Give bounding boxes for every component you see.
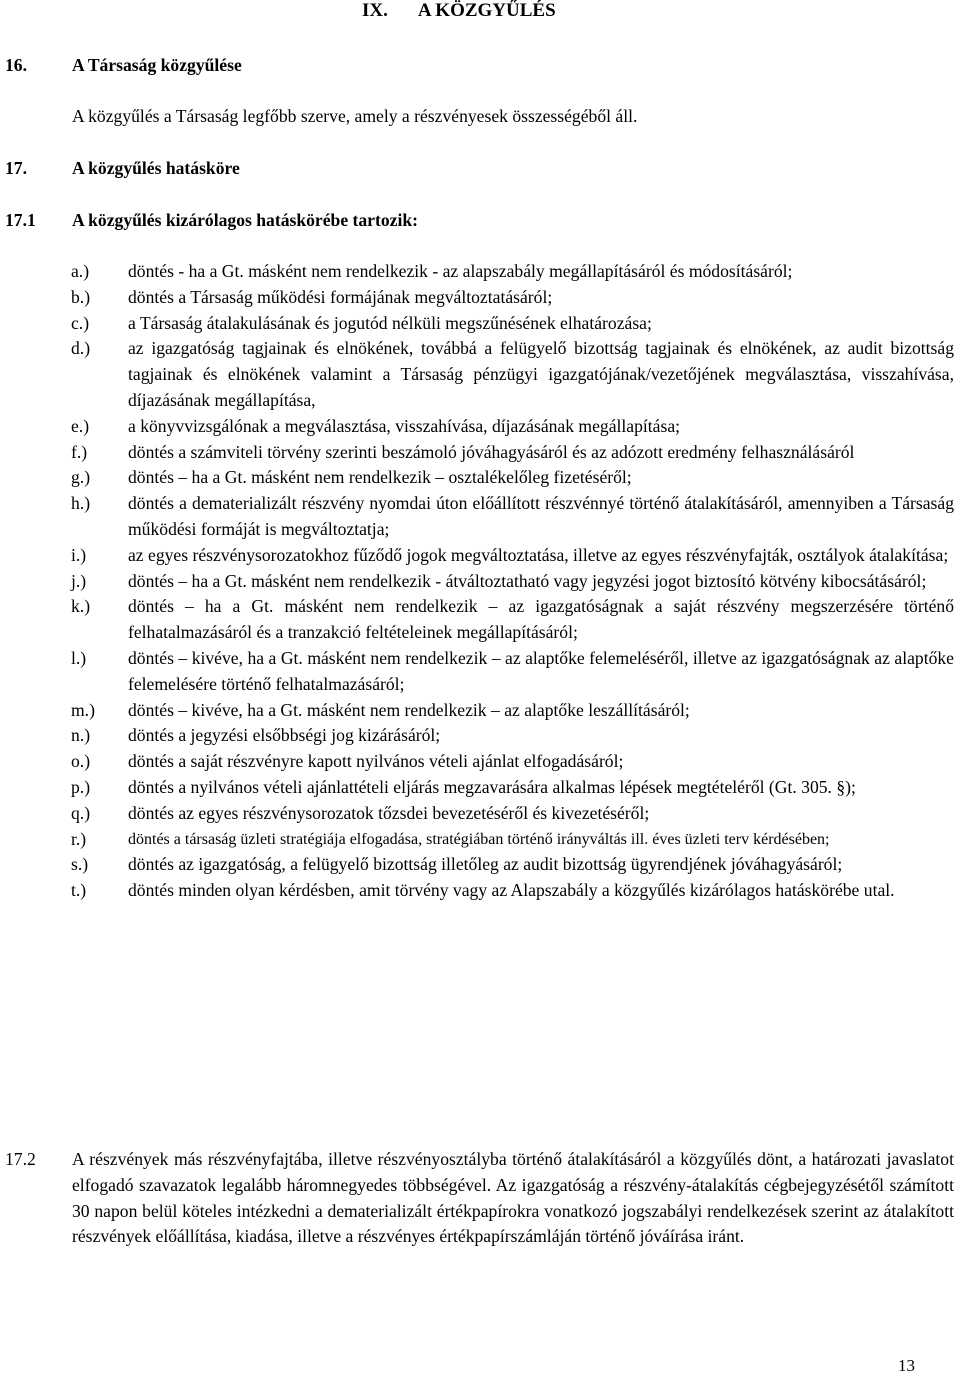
- section-16-text: A közgyűlés a Társaság legfőbb szerve, amely a részvényesek összességéből áll.: [72, 106, 638, 126]
- list-item-text: döntés - ha a Gt. másként nem rendelkezik - az alapszabály megállapításáról és módosításáról;: [128, 261, 793, 281]
- list-item-text: az igazgatóság tagjainak és elnökének, továbbá a felügyelő bizottság tagjainak és elnökének, az audit bizottság tagjainak és elnökének valamint a Társaság pénzügyi igazgatójának/vezetőjének megválasztása, visszahívása, díjazásának megállapítása,: [128, 338, 954, 410]
- list-item-label: k.): [71, 596, 91, 617]
- list-item-text: döntés a számviteli törvény szerinti beszámoló jóváhagyásáról és az adózott eredmény felhasználásáról: [128, 441, 855, 462]
- section-17-1-title: A közgyűlés kizárólagos hatáskörébe tartozik:: [72, 210, 418, 230]
- list-item-label: f.): [71, 441, 88, 462]
- list-item: [0, 491, 960, 543]
- list-item-label: e.): [71, 415, 90, 436]
- list-item-label: h.): [71, 493, 91, 514]
- list-item: [0, 749, 960, 775]
- list-item-text: döntés a társaság üzleti stratégiája elfogadása, stratégiában történő irányváltás ill. éves üzleti terv kérdésében;: [128, 830, 830, 848]
- list-item-text: döntés a jegyzési elsőbbségi jog kizárásáról;: [128, 725, 441, 746]
- list-item: [0, 543, 960, 569]
- list-item-text: döntés – ha a Gt. másként nem rendelkezik - átváltoztatható vagy jegyzési jogot biztosító kötvény kibocsátásáról;: [128, 570, 927, 591]
- list-item-label: q.): [71, 802, 91, 823]
- section-17-heading: [5, 158, 240, 179]
- chapter-number: IX.: [362, 0, 388, 21]
- list-item: [0, 878, 960, 904]
- list-item: [0, 414, 960, 440]
- list-item-text: döntés minden olyan kérdésben, amit törvény vagy az Alapszabály a közgyűlés kizárólagos hatáskörébe utal.: [128, 880, 895, 901]
- competence-list: [0, 259, 960, 904]
- list-item-text: döntés a Társaság működési formájának megváltoztatásáról;: [128, 286, 553, 307]
- list-item-label: t.): [71, 880, 87, 901]
- list-item-text: döntés – kivéve, ha a Gt. másként nem rendelkezik – az alaptőke felemeléséről, illetve az igazgatóságnak az alaptőke felemelésére történő felhatalmazásáról;: [128, 647, 954, 694]
- list-item: [0, 285, 960, 311]
- list-item-text: döntés az igazgatóság, a felügyelő bizottság illetőleg az audit bizottság ügyrendjének jóváhagyásáról;: [128, 854, 843, 875]
- list-item-text: döntés a saját részvényre kapott nyilvános vételi ajánlat elfogadásáról;: [128, 751, 624, 772]
- list-item-label: b.): [71, 286, 91, 307]
- list-item-label: g.): [71, 467, 91, 488]
- list-item-text: döntés – ha a Gt. másként nem rendelkezik – az igazgatóságnak a saját részvény megszerzésére történő felhatalmazásáról és a tranzakció feltételeinek megállapításáról;: [128, 596, 954, 643]
- list-item: [0, 569, 960, 595]
- list-item-label: n.): [71, 725, 91, 746]
- section-17-title: A közgyűlés hatásköre: [72, 158, 240, 178]
- list-item: [0, 801, 960, 827]
- list-item-label: r.): [71, 828, 87, 849]
- list-item: [0, 723, 960, 749]
- list-item-label: m.): [71, 699, 95, 720]
- list-item: [0, 594, 960, 646]
- chapter-title: [362, 0, 556, 22]
- list-item-text: döntés a nyilvános vételi ajánlattételi eljárás megzavarására alkalmas lépések megtételéről (Gt. 305. §);: [128, 776, 856, 797]
- list-item: [0, 852, 960, 878]
- section-17-number: 17.: [5, 158, 27, 178]
- page-number: 13: [898, 1356, 915, 1375]
- chapter-title-text: A KÖZGYŰLÉS: [417, 0, 556, 21]
- list-item: [0, 440, 960, 466]
- list-item-label: d.): [71, 338, 91, 359]
- section-17-2: [0, 1147, 960, 1250]
- list-item-label: s.): [71, 854, 89, 875]
- list-item: [0, 827, 960, 853]
- list-item-text: az egyes részvénysorozatokhoz fűződő jogok megváltoztatása, illetve az egyes részvényfajták, osztályok átalakítása;: [128, 544, 949, 565]
- list-item: [0, 775, 960, 801]
- list-item-label: i.): [71, 544, 87, 565]
- list-item: [0, 646, 960, 698]
- section-17-1-heading: [5, 210, 418, 231]
- section-17-1-number: 17.1: [5, 210, 36, 230]
- section-17-2-number: 17.2: [5, 1149, 36, 1169]
- list-item-label: p.): [71, 776, 91, 797]
- list-item: [0, 465, 960, 491]
- section-16-number: 16.: [5, 55, 27, 75]
- section-16-title: A Társaság közgyűlése: [72, 55, 242, 75]
- list-item-label: c.): [71, 312, 90, 333]
- list-item-label: o.): [71, 751, 91, 772]
- list-item-label: a.): [71, 261, 90, 281]
- list-item: [0, 698, 960, 724]
- list-item-label: j.): [71, 570, 87, 591]
- list-item-text: a Társaság átalakulásának és jogutód nélküli megszűnésének elhatározása;: [128, 312, 652, 333]
- section-16-heading: [5, 55, 242, 76]
- list-item-text: döntés az egyes részvénysorozatok tőzsdei bevezetéséről és kivezetéséről;: [128, 802, 650, 823]
- list-item: [0, 311, 960, 337]
- list-item: [0, 259, 960, 285]
- list-item-label: l.): [71, 647, 87, 668]
- list-item-text: döntés – kivéve, ha a Gt. másként nem rendelkezik – az alaptőke leszállításáról;: [128, 699, 690, 720]
- list-item-text: a könyvvizsgálónak a megválasztása, visszahívása, díjazásának megállapítása;: [128, 415, 681, 436]
- list-item-text: döntés – ha a Gt. másként nem rendelkezik – osztalékelőleg fizetéséről;: [128, 467, 632, 488]
- list-item: [0, 336, 960, 413]
- list-item-text: döntés a dematerializált részvény nyomdai úton előállított részvénnyé történő átalakításáról, amennyiben a Társaság működési formáját is megváltoztatja;: [128, 493, 954, 539]
- section-17-2-text: A részvények más részvényfajtába, illetve részvényosztályba történő átalakításáról a közgyűlés dönt, a határozati javaslatot elfogadó szavazatok legalább háromnegyedes többségével. Az igazgatóság a részvény-átalakítás cégbejegyzésétől számított 30 napon belül köteles intézkedni a dematerializált értékpapírokra vonatkozó jogszabályi rendelkezések szerint az átalakított részvények előállítása, kiadása, illetve a részvényes értékpapírszámláján történő jóváírása iránt.: [72, 1149, 954, 1247]
